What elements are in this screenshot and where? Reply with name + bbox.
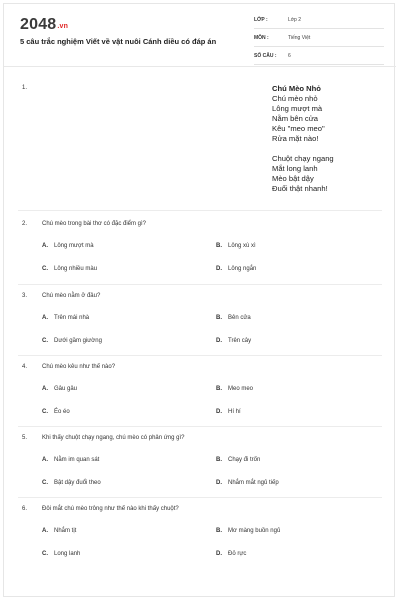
question-number: 1. <box>22 85 28 91</box>
option-text: Lông ngắn <box>228 266 257 272</box>
option-letter: A. <box>42 528 48 534</box>
answer-option[interactable] <box>216 386 253 392</box>
question-divider <box>18 497 382 498</box>
answer-option[interactable] <box>42 338 102 344</box>
meta-label: LỚP : <box>254 17 268 23</box>
option-letter: D. <box>216 551 222 557</box>
question-divider <box>18 210 382 211</box>
logo-suffix: .vn <box>57 23 69 30</box>
option-text: Gâu gâu <box>54 386 78 392</box>
option-letter: A. <box>42 315 48 321</box>
poem-line: Chú mèo nhỏ <box>272 94 318 103</box>
meta-label: MÔN : <box>254 35 269 41</box>
option-text: Meo meo <box>228 386 254 392</box>
meta-row-grade <box>254 14 384 29</box>
option-letter: D. <box>216 480 222 486</box>
option-text: Bật dậy đuổi theo <box>54 480 101 486</box>
page-header <box>4 4 396 62</box>
option-text: Lông nhiều màu <box>54 266 98 272</box>
option-letter: B. <box>216 243 222 249</box>
meta-row-count <box>254 50 384 65</box>
poem-line: Mắt long lanh <box>272 164 318 173</box>
answer-option[interactable] <box>42 480 101 486</box>
answer-option[interactable] <box>42 457 99 463</box>
option-letter: B. <box>216 386 222 392</box>
question-number: 2. <box>22 221 28 227</box>
option-text: Lông mượt mà <box>54 243 94 249</box>
option-text: Lông xù xì <box>228 243 256 249</box>
answer-option[interactable] <box>216 528 280 534</box>
answer-option[interactable] <box>42 386 77 392</box>
poem-title: Chú Mèo Nhỏ <box>272 84 321 93</box>
option-text: Nhắm tịt <box>54 528 77 534</box>
option-text: Dưới gầm giường <box>54 338 102 344</box>
option-letter: D. <box>216 266 222 272</box>
meta-label: SỐ CÂU : <box>254 53 277 59</box>
answer-option[interactable] <box>216 243 256 249</box>
option-text: Trên mái nhà <box>54 315 90 321</box>
answer-option[interactable] <box>216 551 246 557</box>
option-letter: D. <box>216 338 222 344</box>
option-letter: D. <box>216 409 222 415</box>
stanza-gap <box>272 144 387 154</box>
meta-info <box>254 14 384 68</box>
poem <box>272 84 387 194</box>
answer-option[interactable] <box>42 409 70 415</box>
question-number: 6. <box>22 506 28 512</box>
option-text: Bên cửa <box>228 315 251 321</box>
question-text: Chú mèo trong bài thơ có đặc điểm gì? <box>42 221 146 227</box>
page-title: 5 câu trắc nghiệm Viết về vật nuôi Cánh diều có đáp án <box>20 37 217 46</box>
header-divider <box>4 66 396 67</box>
option-text: Nhắm mắt ngủ tiếp <box>228 480 279 486</box>
question-text: Đôi mắt chú mèo trông như thế nào khi thấy chuột? <box>42 506 179 512</box>
option-letter: A. <box>42 243 48 249</box>
poem-line: Rửa mặt nào! <box>272 134 319 143</box>
meta-value: 6 <box>288 53 291 59</box>
option-text: Đỏ rực <box>228 551 247 557</box>
poem-line: Nằm bên cửa <box>272 114 319 123</box>
option-letter: C. <box>42 338 48 344</box>
option-letter: B. <box>216 315 222 321</box>
option-letter: A. <box>42 457 48 463</box>
option-text: Mơ màng buồn ngủ <box>228 528 281 534</box>
site-logo[interactable] <box>20 16 68 34</box>
option-letter: C. <box>42 266 48 272</box>
answer-option[interactable] <box>42 315 89 321</box>
option-letter: C. <box>42 551 48 557</box>
question-divider <box>18 426 382 427</box>
answer-option[interactable] <box>216 480 279 486</box>
question-divider <box>18 355 382 356</box>
question-number: 3. <box>22 293 28 299</box>
answer-option[interactable] <box>216 457 260 463</box>
question-number: 5. <box>22 435 28 441</box>
question-text: Chú mèo nằm ở đâu? <box>42 293 101 299</box>
poem-line: Lông mượt mà <box>272 104 323 113</box>
option-text: Nằm im quan sát <box>54 457 100 463</box>
poem-line: Đuổi thật nhanh! <box>272 184 328 193</box>
option-text: Chạy đi trốn <box>228 457 261 463</box>
question-text: Khi thấy chuột chạy ngang, chú mèo có phản ứng gì? <box>42 435 185 441</box>
option-letter: A. <box>42 386 48 392</box>
option-text: Long lanh <box>54 551 81 557</box>
answer-option[interactable] <box>42 528 76 534</box>
question-number: 4. <box>22 364 28 370</box>
meta-value: Tiếng Việt <box>288 35 311 41</box>
answer-option[interactable] <box>216 315 251 321</box>
logo-number: 2048 <box>20 16 57 33</box>
answer-option[interactable] <box>216 409 241 415</box>
option-letter: C. <box>42 409 48 415</box>
answer-option[interactable] <box>42 266 97 272</box>
answer-option[interactable] <box>216 338 251 344</box>
worksheet <box>3 3 395 597</box>
option-letter: B. <box>216 457 222 463</box>
question-divider <box>18 284 382 285</box>
poem-line: Mèo bật dậy <box>272 174 314 183</box>
question-text: Chú mèo kêu như thế nào? <box>42 364 116 370</box>
answer-option[interactable] <box>42 551 80 557</box>
poem-line: Chuột chạy ngang <box>272 154 334 163</box>
poem-line: Kêu "meo meo" <box>272 124 325 133</box>
option-text: Hí hí <box>228 409 241 415</box>
option-text: Trên cây <box>228 338 252 344</box>
option-text: Éo éo <box>54 409 70 415</box>
answer-option[interactable] <box>216 266 256 272</box>
meta-row-subject <box>254 32 384 47</box>
answer-option[interactable] <box>42 243 94 249</box>
option-letter: C. <box>42 480 48 486</box>
meta-value: Lớp 2 <box>288 17 302 23</box>
option-letter: B. <box>216 528 222 534</box>
